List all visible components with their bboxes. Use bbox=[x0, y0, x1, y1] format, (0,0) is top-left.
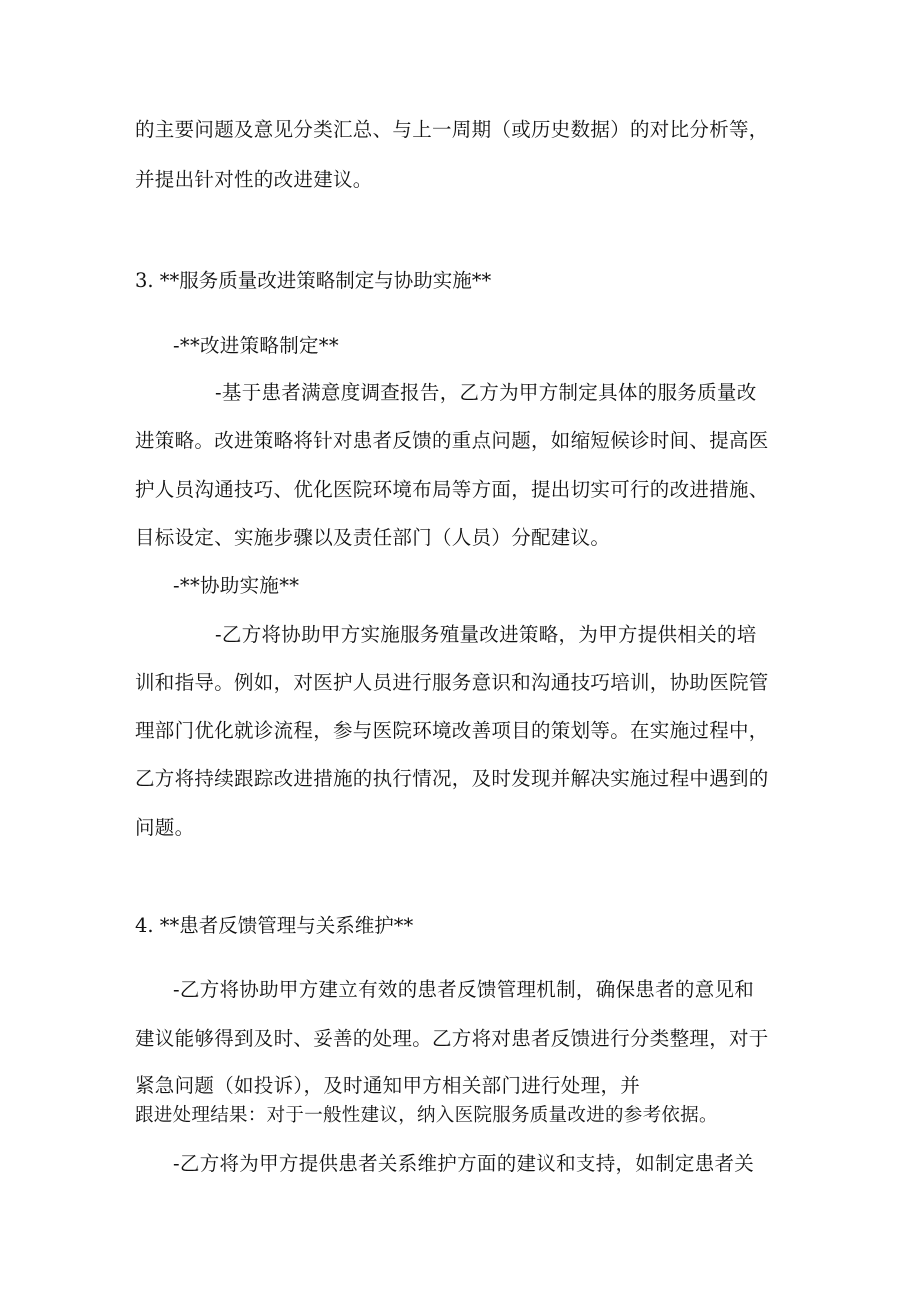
paragraph-line: 问题。 bbox=[135, 816, 195, 839]
paragraph-line: -基于患者满意度调查报告，乙方为甲方制定具体的服务质量改 bbox=[215, 381, 757, 404]
paragraph-line: 建议能够得到及时、妥善的处理。乙方将对患者反馈进行分类整理，对于 bbox=[135, 1027, 769, 1050]
paragraph-line: -乙方将协助甲方建立有效的患者反馈管理机制，确保患者的意见和 bbox=[173, 978, 755, 1001]
paragraph-line: 紧急问题（如投诉），及时通知甲方相关部门进行处理，并 bbox=[135, 1074, 641, 1097]
paragraph-line: 乙方将持续跟踪改进措施的执行情况，及时发现并解决实施过程中遇到的 bbox=[135, 767, 769, 790]
section-heading-4: 4. **患者反馈管理与关系维护** bbox=[135, 914, 414, 937]
paragraph-line: -乙方将为甲方提供患者关系维护方面的建议和支持，如制定患者关 bbox=[173, 1152, 755, 1175]
paragraph-line: 跟进处理结果：对于一般性建议，纳入医院服务质量改进的参考依据。 bbox=[135, 1105, 718, 1126]
paragraph-line: 进策略。改进策略将针对患者反馈的重点问题，如缩短候诊时间、提高医 bbox=[135, 429, 769, 452]
paragraph-line: -乙方将协助甲方实施服务殖量改进策略，为甲方提供相关的培 bbox=[215, 623, 757, 646]
paragraph-line: 护人员沟通技巧、优化医院环境布局等方面，提出切实可行的改进措施、 bbox=[135, 478, 769, 501]
paragraph-line: 的主要问题及意见分类汇总、与上一周期（或历史数据）的对比分析等， bbox=[135, 118, 769, 141]
paragraph-line: 目标设定、实施步骤以及责任部门（人员）分配建议。 bbox=[135, 526, 611, 549]
subsection-heading: -**协助实施** bbox=[173, 574, 300, 597]
section-heading-3: 3. **服务质量改进策略制定与协助实施** bbox=[135, 269, 492, 292]
paragraph-line: 并提出针对性的改进建议。 bbox=[135, 168, 373, 191]
paragraph-line: 理部门优化就诊流程，参与医院环境改善项目的策划等。在实施过程中， bbox=[135, 719, 769, 742]
subsection-heading: -**改进策略制定** bbox=[173, 334, 339, 357]
paragraph-line: 训和指导。例如，对医护人员进行服务意识和沟通技巧培训，协助医院管 bbox=[135, 671, 769, 694]
